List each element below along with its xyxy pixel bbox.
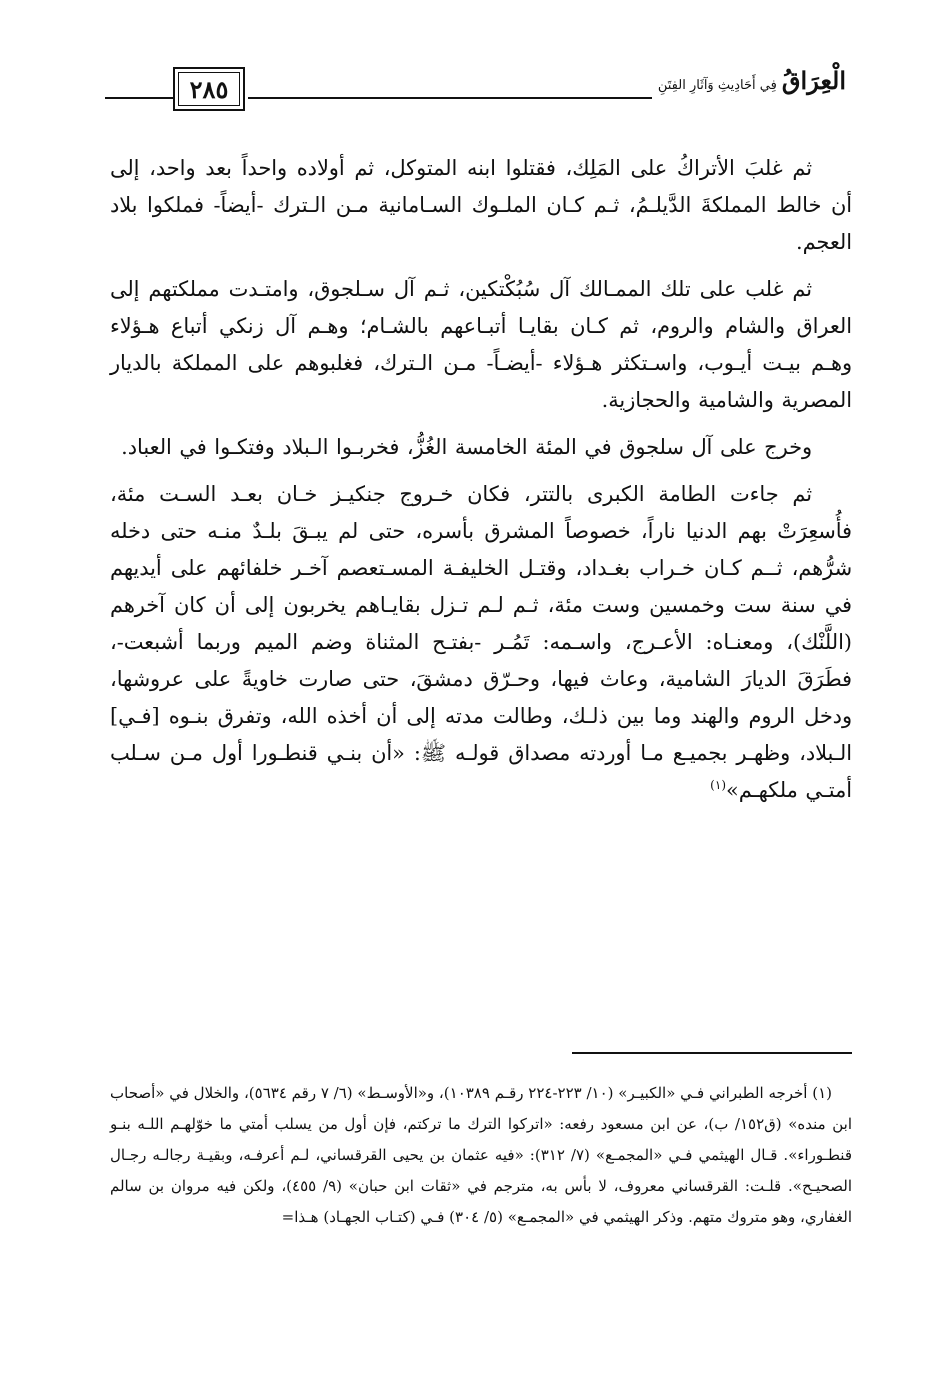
paragraph: ثم غلبَ الأتراكُ على المَلِك، فقتلوا ابنه المتوكل، ثم أولاده واحداً بعد واحد، إلى أن خالط المملكةَ الدَّيلـمُ، ثـم كـان الملـوك السـامانية مـن الـترك -أيضاً- فملكوا بلاد العجم. xyxy=(110,156,852,254)
main-text xyxy=(110,150,852,809)
paragraph-with-footnote xyxy=(110,476,852,809)
page-number-box xyxy=(173,67,245,111)
page-number: ٢٨٥ xyxy=(189,75,229,104)
footnote-separator xyxy=(572,1052,852,1054)
paragraph: ثم غلب على تلك الممـالك آل سُبُكْتكين، ثـم آل سـلجوق، وامتـدت مملكتهم إلى العراق والشام والروم، ثم كـان بقايـا أتبـاعهم بالشـام؛ وهـم آل زنكي أتباع هـؤلاء وهـم بيـت أيـوب، واسـتكثر هـؤلاء -أيضـاً- مـن الـترك، فغلبوهم على المملكة بالديار المصرية والشامية والحجازية. xyxy=(110,277,852,412)
footnote-block xyxy=(110,1078,852,1233)
header-rule-left xyxy=(105,97,173,99)
footnote-reference: (١) xyxy=(710,778,726,793)
paragraph: ثم جاءت الطامة الكبرى بالتتر، فكان خـروج جنكيـز خـان بعـد السـت مئة، فأُسعِرَتْ بهم الدنيا ناراً، خصوصاً المشرق بأسره، حتى لم يبـقَ بلـدٌ منـه حتى دخله شرُّهم، ثــم كـان خـراب بغـداد، وقتـل الخليفـة المسـتعصم آخـر خلفائهم على أيديهم في سنة ست وخمسين وست مئة، ثـم لـم تـزل بقايـاهم يخربون إلى أن كان آخرهم (اللَّنْك)، ومعنـاه: الأعـرج، واسـمه: تَمُـر -بفتـح المثناة وضم الميم وربما أشبعت-، فطَرَقَ الديارَ الشامية، وعاث فيها، وحـرّق دمشقَ، حتى صارت خاويةً على عروشها، ودخل الروم والهند وما بين ذلـك، وطالت مدته إلى أن أخذه الله، وتفرق بنـوه [فـي] الـبلاد، وظهـر بجميـع مـا أوردته مصداق قولـه ﷺ: «أن بنـي قنطـورا أول مـن سـلب أمتـي ملكهـم» xyxy=(110,482,852,802)
running-title-sub: فِي أَحَادِيثِ وَآثَارِ الفِتَنِ xyxy=(657,78,777,93)
running-title xyxy=(652,66,852,100)
running-title-main: الْعِرَاقُ xyxy=(781,66,846,95)
footnote-text: (١) أخرجه الطبراني فـي «الكبيـر» (١٠/ ٢٢٣-٢٢٤ رقـم ١٠٣٨٩)، و«الأوسـط» (٦/ ٧ رقم ٥٦٣٤)، والخلال في «أصحاب ابن منده» (ق١٥٢/ ب)، عن ابن مسعود رفعه: «اتركوا الترك ما تركتم، فإن أول من يسلب أمتي ما خوّلهـم اللـه بنـو قنطـوراء». قـال الهيثمي فـي «المجمـع» (٧/ ٣١٢): «فيه عثمان بن يحيى القرقساني، لـم أعرفـه، وبقيـة رجالـه رجـال الصحيـح». قلـت: القرقساني معروف، لا بأس به، مترجم في «ثقات ابن حبان» (٩/ ٤٥٥)، ولكن فيه مروان بن سالم الغفاري، وهو متروك متهم. وذكر الهيثمي في «المجمـع» (٥/ ٣٠٤) فـي (كتـاب الجهـاد) هـذا= xyxy=(110,1084,852,1226)
paragraph: وخرج على آل سلجوق في المئة الخامسة الغُزُّ، فخربـوا الـبلاد وفتكـوا في العباد. xyxy=(121,435,812,459)
